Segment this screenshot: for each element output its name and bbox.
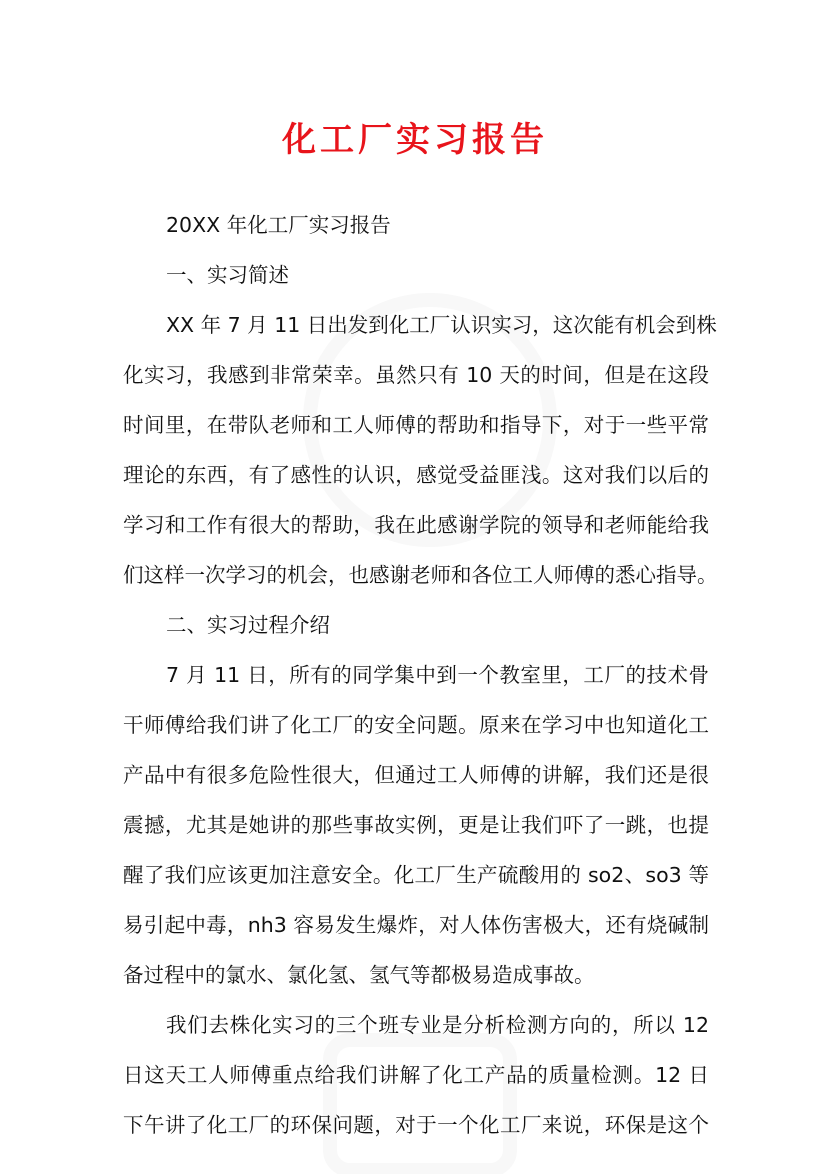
- paragraph-line: 我们去株化实习的三个班专业是分析检测方向的，所以 12: [166, 1013, 709, 1037]
- report-subtitle: 20XX 年化工厂实习报告: [166, 213, 391, 237]
- document-title: [0, 116, 830, 164]
- paragraph-line: 7 月 11 日，所有的同学集中到一个教室里，工厂的技术骨: [166, 663, 709, 687]
- section-heading-overview: 一、实习简述: [166, 263, 289, 287]
- document-body: [123, 205, 718, 1145]
- paragraph-line: 易引起中毒，nh3 容易发生爆炸，对人体伤害极大，还有烧碱制: [123, 913, 709, 937]
- paragraph-line: 产品中有很多危险性很大，但通过工人师傅的讲解，我们还是很: [123, 763, 709, 787]
- paragraph-line: 理论的东西，有了感性的认识，感觉受益匪浅。这对我们以后的: [123, 463, 709, 487]
- paragraph-line: 们这样一次学习的机会，也感谢老师和各位工人师傅的悉心指导。: [123, 563, 718, 587]
- paragraph-line: 日这天工人师傅重点给我们讲解了化工产品的质量检测。12 日: [123, 1063, 709, 1087]
- paragraph-line: 备过程中的氯水、氯化氢、氢气等都极易造成事故。: [123, 963, 595, 987]
- paragraph-line: 醒了我们应该更加注意安全。化工厂生产硫酸用的 so2、so3 等: [123, 863, 709, 887]
- title-text: 化工厂实习报告: [282, 120, 548, 160]
- section-heading-process: 二、实习过程介绍: [166, 613, 330, 637]
- paragraph-line: 学习和工作有很大的帮助，我在此感谢学院的领导和老师能给我: [123, 513, 709, 537]
- paragraph-line: 化实习，我感到非常荣幸。虽然只有 10 天的时间，但是在这段: [123, 363, 709, 387]
- paragraph-line: 干师傅给我们讲了化工厂的安全问题。原来在学习中也知道化工: [123, 713, 709, 737]
- paragraph-line: 下午讲了化工厂的环保问题，对于一个化工厂来说，环保是这个: [123, 1113, 709, 1137]
- paragraph-line: XX 年 7 月 11 日出发到化工厂认识实习，这次能有机会到株: [166, 313, 717, 337]
- paragraph-line: 震撼，尤其是她讲的那些事故实例，更是让我们吓了一跳，也提: [123, 813, 709, 837]
- paragraph-line: 时间里，在带队老师和工人师傅的帮助和指导下，对于一些平常: [123, 413, 709, 437]
